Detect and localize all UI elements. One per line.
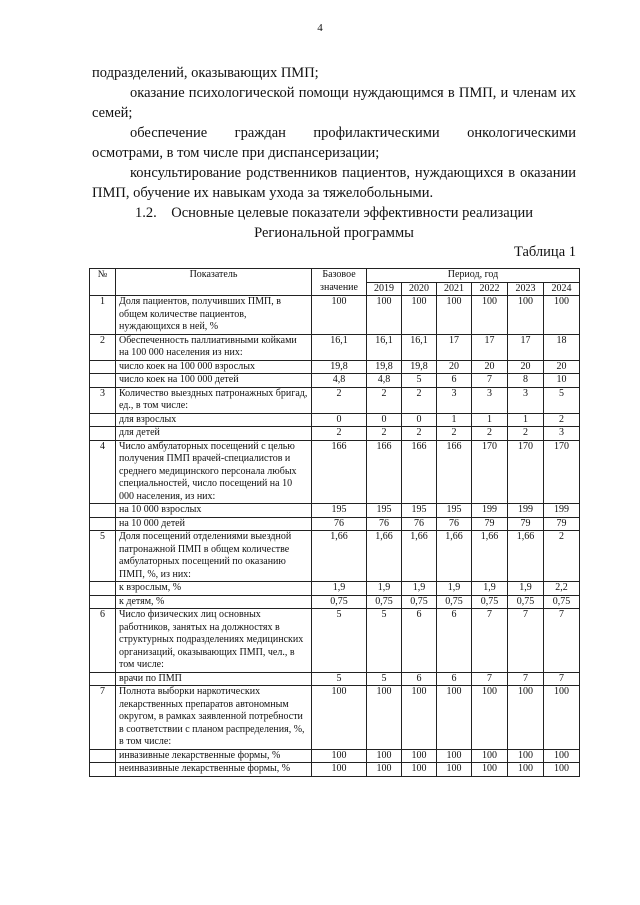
table-row — [90, 374, 580, 388]
row-year-value: 100 — [402, 749, 437, 763]
row-year-value: 100 — [544, 686, 580, 750]
row-number — [90, 360, 116, 374]
row-year-value: 20 — [508, 360, 544, 374]
row-year-value: 3 — [472, 387, 508, 413]
row-year-value: 195 — [437, 504, 472, 518]
row-year-value: 100 — [472, 749, 508, 763]
row-label: Полнота выборки наркотических лекарственных препаратов автономным округом, в рамках заявленной потребности в соответствии с планом распределения, %, в том числе: — [116, 686, 312, 750]
header-indicator: Показатель — [116, 269, 312, 296]
row-year-value: 100 — [544, 763, 580, 777]
row-number: 1 — [90, 296, 116, 335]
row-year-value: 5 — [544, 387, 580, 413]
row-year-value: 10 — [544, 374, 580, 388]
row-label: к детям, % — [116, 595, 312, 609]
row-year-value: 5 — [367, 672, 402, 686]
row-number — [90, 517, 116, 531]
row-year-value: 100 — [508, 296, 544, 335]
row-year-value: 100 — [544, 749, 580, 763]
row-year-value: 166 — [402, 440, 437, 504]
row-number: 3 — [90, 387, 116, 413]
row-year-value: 2 — [402, 427, 437, 441]
row-year-value: 3 — [508, 387, 544, 413]
row-base-value: 195 — [312, 504, 367, 518]
row-year-value: 6 — [437, 672, 472, 686]
row-year-value: 5 — [402, 374, 437, 388]
row-label: Количество выездных патронажных бригад, ед., в том числе: — [116, 387, 312, 413]
row-year-value: 1,66 — [402, 531, 437, 582]
paragraph-4: консультирование родственников пациентов, нуждающихся в оказании ПМП, обучение их навыкам ухода за тяжелобольными. — [92, 165, 576, 201]
row-year-value: 5 — [367, 609, 402, 673]
row-base-value: 100 — [312, 763, 367, 777]
row-year-value: 7 — [508, 609, 544, 673]
row-label: для детей — [116, 427, 312, 441]
row-year-value: 170 — [544, 440, 580, 504]
row-label: для взрослых — [116, 413, 312, 427]
indicators-table — [89, 268, 580, 777]
row-year-value: 1,9 — [472, 582, 508, 596]
row-year-value: 100 — [472, 296, 508, 335]
header-year: 2022 — [472, 282, 508, 296]
row-year-value: 2 — [367, 427, 402, 441]
row-year-value: 76 — [437, 517, 472, 531]
row-year-value: 100 — [472, 686, 508, 750]
section-heading — [92, 203, 576, 243]
header-base: Базовое значение — [312, 269, 367, 296]
header-num: № — [90, 269, 116, 296]
row-label: число коек на 100 000 взрослых — [116, 360, 312, 374]
row-year-value: 170 — [508, 440, 544, 504]
row-year-value: 18 — [544, 334, 580, 360]
table-row — [90, 749, 580, 763]
row-year-value: 1 — [472, 413, 508, 427]
row-year-value: 6 — [437, 374, 472, 388]
row-year-value: 79 — [544, 517, 580, 531]
row-number — [90, 504, 116, 518]
row-year-value: 20 — [437, 360, 472, 374]
row-year-value: 100 — [402, 686, 437, 750]
row-year-value: 16,1 — [367, 334, 402, 360]
row-year-value: 7 — [472, 672, 508, 686]
row-label: врачи по ПМП — [116, 672, 312, 686]
row-year-value: 3 — [437, 387, 472, 413]
paragraph-3: обеспечение граждан профилактическими онкологическими осмотрами, в том числе при диспансеризации; — [92, 125, 576, 161]
row-number — [90, 582, 116, 596]
row-base-value: 100 — [312, 686, 367, 750]
row-year-value: 100 — [437, 763, 472, 777]
row-year-value: 199 — [472, 504, 508, 518]
row-year-value: 2,2 — [544, 582, 580, 596]
row-year-value: 6 — [402, 672, 437, 686]
table-row — [90, 517, 580, 531]
row-base-value: 0 — [312, 413, 367, 427]
row-base-value: 5 — [312, 609, 367, 673]
row-label: на 10 000 детей — [116, 517, 312, 531]
row-year-value: 199 — [544, 504, 580, 518]
header-year: 2020 — [402, 282, 437, 296]
table-row — [90, 686, 580, 750]
row-year-value: 1 — [437, 413, 472, 427]
row-year-value: 2 — [544, 413, 580, 427]
paragraph-2: оказание психологической помощи нуждающимся в ПМП, и членам их семей; — [92, 85, 576, 121]
header-year: 2021 — [437, 282, 472, 296]
table-caption: Таблица 1 — [513, 244, 576, 260]
row-year-value: 100 — [437, 749, 472, 763]
row-year-value: 100 — [508, 686, 544, 750]
row-year-value: 0,75 — [544, 595, 580, 609]
row-year-value: 0 — [402, 413, 437, 427]
row-base-value: 4,8 — [312, 374, 367, 388]
header-year: 2019 — [367, 282, 402, 296]
table-row — [90, 427, 580, 441]
row-year-value: 1,9 — [367, 582, 402, 596]
page-number: 4 — [317, 22, 323, 34]
row-year-value: 195 — [367, 504, 402, 518]
row-base-value: 166 — [312, 440, 367, 504]
row-year-value: 100 — [472, 763, 508, 777]
row-label: Число амбулаторных посещений с целью получения ПМП врачей-специалистов и среднего медицинского персонала любых специальностей, число посещений на 10 000 населения, из них: — [116, 440, 312, 504]
row-year-value: 0,75 — [402, 595, 437, 609]
row-year-value: 6 — [402, 609, 437, 673]
row-year-value: 100 — [402, 296, 437, 335]
row-year-value: 0,75 — [508, 595, 544, 609]
table-row — [90, 763, 580, 777]
row-number: 2 — [90, 334, 116, 360]
table-row — [90, 413, 580, 427]
row-year-value: 100 — [367, 763, 402, 777]
header-period: Период, год — [367, 269, 580, 283]
row-label: Доля посещений отделениями выездной патронажной ПМП в общем количестве амбулаторных посещений по оказанию ПМП, %, из них: — [116, 531, 312, 582]
section-title-2: Региональной программы — [254, 225, 414, 241]
table-row — [90, 609, 580, 673]
table-row — [90, 387, 580, 413]
row-base-value: 1,66 — [312, 531, 367, 582]
table-row — [90, 440, 580, 504]
header-year: 2024 — [544, 282, 580, 296]
row-year-value: 0,75 — [472, 595, 508, 609]
row-base-value: 76 — [312, 517, 367, 531]
row-base-value: 100 — [312, 296, 367, 335]
row-number: 4 — [90, 440, 116, 504]
row-year-value: 79 — [508, 517, 544, 531]
row-year-value: 16,1 — [402, 334, 437, 360]
row-number — [90, 749, 116, 763]
row-year-value: 170 — [472, 440, 508, 504]
row-year-value: 8 — [508, 374, 544, 388]
row-base-value: 16,1 — [312, 334, 367, 360]
row-label: число коек на 100 000 детей — [116, 374, 312, 388]
row-year-value: 100 — [437, 686, 472, 750]
row-label: Доля пациентов, получивших ПМП, в общем количестве пациентов, нуждающихся в ней, % — [116, 296, 312, 335]
row-number — [90, 374, 116, 388]
row-year-value: 100 — [402, 763, 437, 777]
row-base-value: 0,75 — [312, 595, 367, 609]
row-number — [90, 763, 116, 777]
section-title-line-1 — [92, 203, 576, 223]
row-year-value: 100 — [367, 296, 402, 335]
row-year-value: 2 — [508, 427, 544, 441]
row-year-value: 166 — [367, 440, 402, 504]
table-row — [90, 296, 580, 335]
table-row — [90, 531, 580, 582]
row-year-value: 7 — [544, 672, 580, 686]
row-year-value: 0,75 — [437, 595, 472, 609]
row-year-value: 100 — [508, 749, 544, 763]
row-year-value: 100 — [437, 296, 472, 335]
row-base-value: 5 — [312, 672, 367, 686]
table-row — [90, 595, 580, 609]
row-year-value: 2 — [472, 427, 508, 441]
row-label: к взрослым, % — [116, 582, 312, 596]
row-year-value: 79 — [472, 517, 508, 531]
body-text — [92, 63, 576, 203]
section-title-1: Основные целевые показатели эффективности реализации — [171, 205, 533, 221]
row-year-value: 19,8 — [402, 360, 437, 374]
row-year-value: 100 — [367, 686, 402, 750]
row-year-value: 100 — [544, 296, 580, 335]
row-year-value: 1,9 — [437, 582, 472, 596]
row-year-value: 1,66 — [367, 531, 402, 582]
row-year-value: 17 — [472, 334, 508, 360]
row-year-value: 7 — [472, 374, 508, 388]
table-row — [90, 504, 580, 518]
row-label: неинвазивные лекарственные формы, % — [116, 763, 312, 777]
row-year-value: 0,75 — [367, 595, 402, 609]
row-year-value: 3 — [544, 427, 580, 441]
row-year-value: 195 — [402, 504, 437, 518]
row-number — [90, 595, 116, 609]
section-number: 1.2. — [134, 205, 157, 221]
row-number: 5 — [90, 531, 116, 582]
row-year-value: 17 — [437, 334, 472, 360]
row-label: Число физических лиц основных работников, занятых на должностях в структурных подразделениях медицинских организаций, оказывающих ПМП, чел., в том числе: — [116, 609, 312, 673]
row-year-value: 2 — [402, 387, 437, 413]
row-year-value: 0 — [367, 413, 402, 427]
row-year-value: 20 — [472, 360, 508, 374]
row-year-value: 6 — [437, 609, 472, 673]
row-label: инвазивные лекарственные формы, % — [116, 749, 312, 763]
row-year-value: 7 — [544, 609, 580, 673]
row-label: Обеспеченность паллиативными койками на 100 000 населения из них: — [116, 334, 312, 360]
row-year-value: 1,9 — [402, 582, 437, 596]
table-row — [90, 360, 580, 374]
row-year-value: 2 — [544, 531, 580, 582]
row-year-value: 100 — [367, 749, 402, 763]
row-year-value: 20 — [544, 360, 580, 374]
row-base-value: 1,9 — [312, 582, 367, 596]
paragraph-1: подразделений, оказывающих ПМП; — [92, 65, 319, 81]
row-number: 7 — [90, 686, 116, 750]
row-base-value: 2 — [312, 387, 367, 413]
row-year-value: 100 — [508, 763, 544, 777]
row-base-value: 19,8 — [312, 360, 367, 374]
row-number — [90, 413, 116, 427]
row-base-value: 2 — [312, 427, 367, 441]
table-row — [90, 582, 580, 596]
row-base-value: 100 — [312, 749, 367, 763]
row-year-value: 1,66 — [472, 531, 508, 582]
row-year-value: 1,66 — [437, 531, 472, 582]
row-year-value: 4,8 — [367, 374, 402, 388]
row-label: на 10 000 взрослых — [116, 504, 312, 518]
table-body — [90, 296, 580, 777]
row-year-value: 19,8 — [367, 360, 402, 374]
row-number — [90, 427, 116, 441]
table-row — [90, 334, 580, 360]
row-number — [90, 672, 116, 686]
row-year-value: 2 — [367, 387, 402, 413]
row-year-value: 76 — [402, 517, 437, 531]
row-year-value: 2 — [437, 427, 472, 441]
row-year-value: 1,66 — [508, 531, 544, 582]
row-year-value: 17 — [508, 334, 544, 360]
table-row — [90, 672, 580, 686]
row-year-value: 7 — [472, 609, 508, 673]
header-year: 2023 — [508, 282, 544, 296]
row-number: 6 — [90, 609, 116, 673]
row-year-value: 166 — [437, 440, 472, 504]
row-year-value: 76 — [367, 517, 402, 531]
row-year-value: 1 — [508, 413, 544, 427]
row-year-value: 7 — [508, 672, 544, 686]
row-year-value: 1,9 — [508, 582, 544, 596]
row-year-value: 199 — [508, 504, 544, 518]
